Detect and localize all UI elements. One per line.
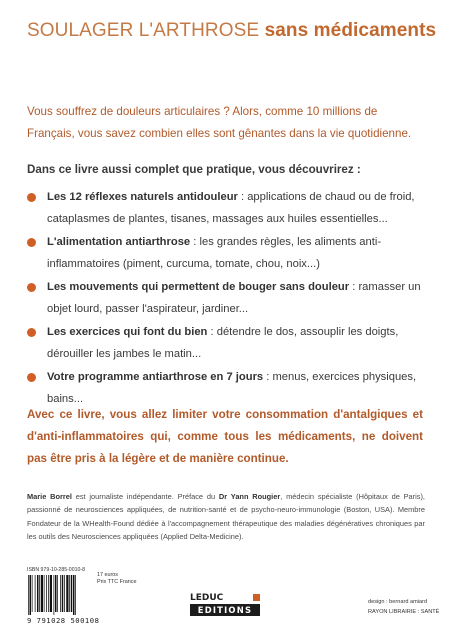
bullet-dot-icon — [27, 373, 36, 382]
barcode-digits: 9 791028 500108 — [27, 616, 100, 625]
logo-top — [190, 592, 260, 603]
isbn-label: ISBN 979-10-285-0010-8 — [27, 567, 85, 573]
closing-paragraph: Avec ce livre, vous allez limiter votre consommation d'antalgiques et d'anti-inflammatoires qui, comme tous les médicaments, ne doivent pas être pris à la légère et de manière continue. — [27, 408, 423, 465]
bullet-heading: Les mouvements qui permettent de bouger sans douleur — [47, 281, 350, 293]
shelf-category: RAYON LIBRAIRIE : SANTÉ — [368, 609, 440, 615]
bullet-text: : les grandes règles, les aliments anti-inflammatoires (piment, curcuma, tomate, chou, noix...) — [47, 236, 382, 270]
bullet-heading: L'alimentation antiarthrose — [47, 236, 191, 248]
bullet-heading: Les 12 réflexes naturels antidouleur — [47, 191, 238, 203]
author-bio — [27, 490, 425, 544]
preface-author-name: Dr Yann Rougier — [218, 492, 281, 501]
bullet-heading: Votre programme antiarthrose en 7 jours — [47, 371, 264, 383]
bullet-text: : ramasser un objet lourd, passer l'aspirateur, jardiner... — [47, 281, 421, 315]
publisher-logo — [190, 592, 260, 616]
title-part-2: sans médicaments — [264, 20, 437, 41]
author-name: Marie Borrel — [27, 492, 72, 501]
logo-square-icon — [253, 594, 260, 601]
list-item — [27, 187, 427, 230]
price-value: 17 euros — [97, 572, 118, 578]
design-credit: design : bernard amiard — [368, 599, 428, 605]
author-text-1: est journaliste indépendante. Préface du — [71, 492, 219, 501]
list-item — [27, 277, 427, 320]
page-title — [27, 20, 437, 42]
bullet-list — [27, 187, 427, 412]
logo-wordmark: LEDUC — [190, 592, 224, 603]
bullet-dot-icon — [27, 328, 36, 337]
bullet-dot-icon — [27, 193, 36, 202]
bullet-dot-icon — [27, 283, 36, 292]
bullet-text: : détendre le dos, assouplir les doigts, dérouiller les jambes le matin... — [47, 326, 399, 360]
list-item — [27, 322, 427, 365]
title-part-1: SOULAGER L'ARTHROSE — [27, 20, 260, 41]
price-note: Prix TTC France — [97, 579, 137, 585]
credits-block — [368, 597, 439, 617]
bullet-text: : applications de chaud ou de froid, cataplasmes de plantes, tisanes, massages aux huiles essentielles... — [47, 191, 415, 225]
author-text-2: , médecin spécialiste (Hôpitaux de Paris), passionné de neurosciences appliquées, de nutrition-santé et de psycho-neuro-immunologie (Boston, USA). Membre Fondateur de la WHealth-Found dédiée à l'accompagnement thérapeutique des maladies dégénératives chroniques par les outils des Neurosciences appliquées (Applied Delta-Medicine). — [27, 492, 425, 542]
intro-paragraph: Vous souffrez de douleurs articulaires ? Alors, comme 10 millions de Français, vous savez combien elles sont gênantes dans la vie quotidienne. — [27, 105, 412, 140]
price-block — [97, 572, 136, 586]
lead-sentence: Dans ce livre aussi complet que pratique, vous découvrirez : — [27, 163, 361, 176]
bullet-text: : menus, exercices physiques, bains... — [47, 371, 417, 405]
barcode-icon — [27, 575, 91, 615]
logo-subtitle: EDITIONS — [190, 604, 260, 616]
list-item — [27, 232, 427, 275]
bullet-heading: Les exercices qui font du bien — [47, 326, 208, 338]
bullet-dot-icon — [27, 238, 36, 247]
